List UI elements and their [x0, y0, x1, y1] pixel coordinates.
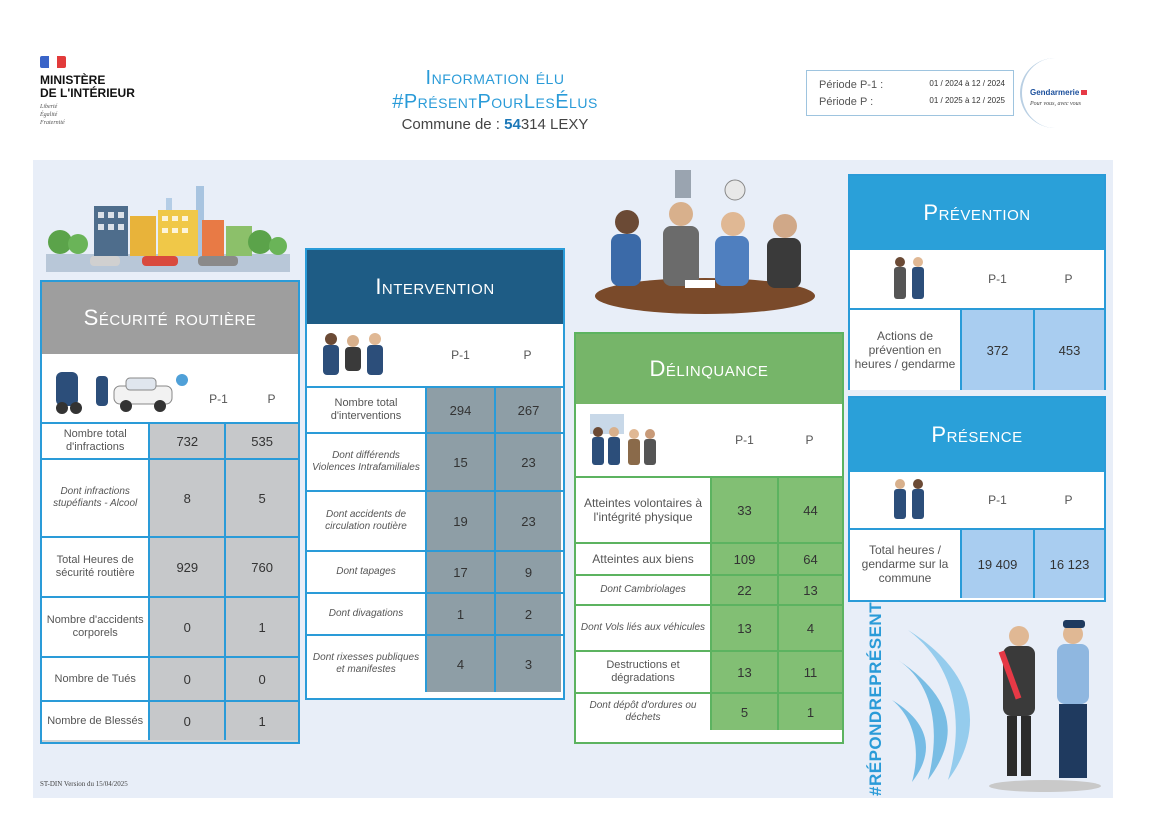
value-p: 0	[224, 658, 298, 700]
meeting-illustration	[585, 168, 825, 318]
row-label: Dont Cambriolages	[576, 576, 712, 604]
column-p-label: P	[523, 348, 532, 362]
row-label: Nombre total d'interventions	[307, 388, 427, 432]
hashtag-text: #RÉPONDREPRÉSENT	[866, 601, 885, 796]
period-prev-label: Période P-1 :	[815, 77, 887, 94]
gendarmes-suspects-icon	[586, 410, 666, 470]
gendarme-citizen-icon	[890, 254, 930, 304]
value-p1: 19	[427, 492, 494, 550]
value-p1: 33	[712, 478, 777, 542]
table-row	[307, 432, 563, 490]
value-p: 453	[1033, 310, 1104, 390]
footer-version: ST-DIN Version du 15/04/2025	[40, 780, 128, 788]
gendarmerie-motto: Pour vous, avec vous	[1030, 101, 1081, 107]
securite-routiere-header-row	[42, 354, 298, 422]
row-label: Dont infractions stupéfiants - Alcool	[42, 460, 150, 536]
column-p-label: P	[267, 392, 276, 406]
intervention-title: Intervention	[307, 250, 563, 324]
intervention-section	[305, 248, 565, 700]
period-curr-label: Période P :	[815, 94, 877, 111]
value-p: 9	[494, 552, 561, 592]
marianne-flag-icon	[40, 56, 66, 68]
police-car-icon	[52, 360, 192, 416]
value-p1: 372	[962, 310, 1033, 390]
period-curr-value: 01 / 2025 à 12 / 2025	[929, 96, 1005, 105]
table-row	[42, 536, 298, 596]
value-p: 535	[224, 424, 298, 458]
mayor-and-gendarme-illustration	[985, 616, 1105, 794]
prevention-section	[848, 174, 1106, 390]
row-label: Total Heures de sécurité routière	[42, 538, 150, 596]
column-p-label: P	[805, 433, 814, 447]
value-p1: 13	[712, 652, 777, 692]
table-row	[576, 574, 842, 604]
city-illustration	[46, 176, 290, 272]
value-p: 5	[224, 460, 298, 536]
table-row	[42, 422, 298, 458]
value-p1: 0	[150, 702, 224, 740]
table-row	[576, 542, 842, 574]
value-p1: 1	[427, 594, 494, 634]
table-row	[576, 650, 842, 692]
gendarmerie-logo	[1020, 58, 1096, 128]
value-p: 11	[777, 652, 842, 692]
gendarmes-intervention-icon	[317, 329, 387, 381]
presence-title: Présence	[850, 398, 1104, 472]
table-row	[850, 528, 1104, 598]
value-p1: 19 409	[962, 530, 1033, 598]
gendarmes-patrol-icon	[890, 476, 930, 524]
row-label: Nombre d'accidents corporels	[42, 598, 150, 656]
prevention-title: Prévention	[850, 176, 1104, 250]
value-p: 64	[777, 544, 842, 574]
value-p1: 4	[427, 636, 494, 692]
gendarmerie-flame-icon	[888, 620, 998, 790]
table-row	[42, 458, 298, 536]
delinquance-header-row	[576, 404, 842, 476]
row-label: Total heures / gendarme sur la commune	[850, 530, 962, 598]
column-p1-label: P-1	[988, 272, 1007, 286]
table-row	[576, 604, 842, 650]
value-p1: 15	[427, 434, 494, 490]
ministry-name-line2: DE L'INTÉRIEUR	[40, 86, 135, 100]
value-p1: 17	[427, 552, 494, 592]
value-p1: 929	[150, 538, 224, 596]
row-label: Dont dépôt d'ordures ou déchets	[576, 694, 712, 730]
table-row	[307, 386, 563, 432]
column-p1-label: P-1	[451, 348, 470, 362]
value-p: 1	[777, 694, 842, 730]
period-prev-value: 01 / 2024 à 12 / 2024	[929, 79, 1005, 88]
row-label: Dont accidents de circulation routière	[307, 492, 427, 550]
value-p: 16 123	[1033, 530, 1104, 598]
commune-label: Commune de :	[401, 116, 500, 133]
table-row	[42, 596, 298, 656]
value-p1: 0	[150, 658, 224, 700]
row-label: Dont différends Violences Intrafamiliales	[307, 434, 427, 490]
row-label: Actions de prévention en heures / gendarme	[850, 310, 962, 390]
column-p-label: P	[1064, 493, 1073, 507]
delinquance-title: Délinquance	[576, 334, 842, 404]
table-row	[307, 592, 563, 634]
value-p1: 22	[712, 576, 777, 604]
commune-line	[330, 116, 660, 133]
row-label: Dont tapages	[307, 552, 427, 592]
value-p: 4	[777, 606, 842, 650]
table-row	[42, 700, 298, 740]
securite-routiere-title: Sécurité routière	[42, 282, 298, 354]
value-p1: 0	[150, 598, 224, 656]
presence-section	[848, 396, 1106, 602]
row-label: Nombre total d'infractions	[42, 424, 150, 458]
value-p: 2	[494, 594, 561, 634]
value-p: 13	[777, 576, 842, 604]
value-p: 267	[494, 388, 561, 432]
ministry-name-line1: MINISTÈRE	[40, 73, 106, 87]
motto-egalite: Égalité	[40, 112, 58, 118]
value-p: 1	[224, 702, 298, 740]
securite-routiere-section	[40, 280, 300, 744]
intervention-header-row	[307, 324, 563, 386]
value-p1: 109	[712, 544, 777, 574]
table-row	[850, 308, 1104, 390]
value-p1: 13	[712, 606, 777, 650]
row-label: Nombre de Tués	[42, 658, 150, 700]
table-row	[307, 550, 563, 592]
value-p: 1	[224, 598, 298, 656]
value-p: 23	[494, 492, 561, 550]
column-p1-label: P-1	[988, 493, 1007, 507]
value-p: 44	[777, 478, 842, 542]
prevention-header-row	[850, 250, 1104, 308]
motto-fraternite: Fraternité	[40, 120, 65, 126]
value-p1: 732	[150, 424, 224, 458]
row-label: Atteintes volontaires à l'intégrité physique	[576, 478, 712, 542]
ministry-logo	[40, 56, 180, 127]
hashtag-repondre-present	[866, 601, 888, 798]
delinquance-section	[574, 332, 844, 744]
row-label: Atteintes aux biens	[576, 544, 712, 574]
page-title	[330, 66, 660, 133]
motto-liberte: Liberté	[40, 104, 58, 110]
row-label: Nombre de Blessés	[42, 702, 150, 740]
row-label: Dont Vols liés aux véhicules	[576, 606, 712, 650]
value-p1: 8	[150, 460, 224, 536]
table-row	[307, 490, 563, 550]
period-box	[806, 70, 1014, 116]
table-row	[576, 476, 842, 542]
row-label: Dont divagations	[307, 594, 427, 634]
table-row	[576, 692, 842, 730]
presence-header-row	[850, 472, 1104, 528]
table-row	[307, 634, 563, 692]
value-p: 23	[494, 434, 561, 490]
commune-name: 314 LEXY	[520, 116, 589, 133]
row-label: Destructions et dégradations	[576, 652, 712, 692]
title-hashtag: #PrésentPourLesÉlus	[392, 91, 598, 113]
column-p-label: P	[1064, 272, 1073, 286]
value-p: 3	[494, 636, 561, 692]
value-p1: 5	[712, 694, 777, 730]
row-label: Dont rixesses publiques et manifestes	[307, 636, 427, 692]
table-row	[42, 656, 298, 700]
column-p1-label: P-1	[735, 433, 754, 447]
value-p: 760	[224, 538, 298, 596]
title-line1: Information élu	[425, 67, 565, 89]
column-p1-label: P-1	[209, 392, 228, 406]
value-p1: 294	[427, 388, 494, 432]
commune-code: 54	[504, 116, 521, 133]
gendarmerie-label: Gendarmerie	[1030, 88, 1080, 97]
